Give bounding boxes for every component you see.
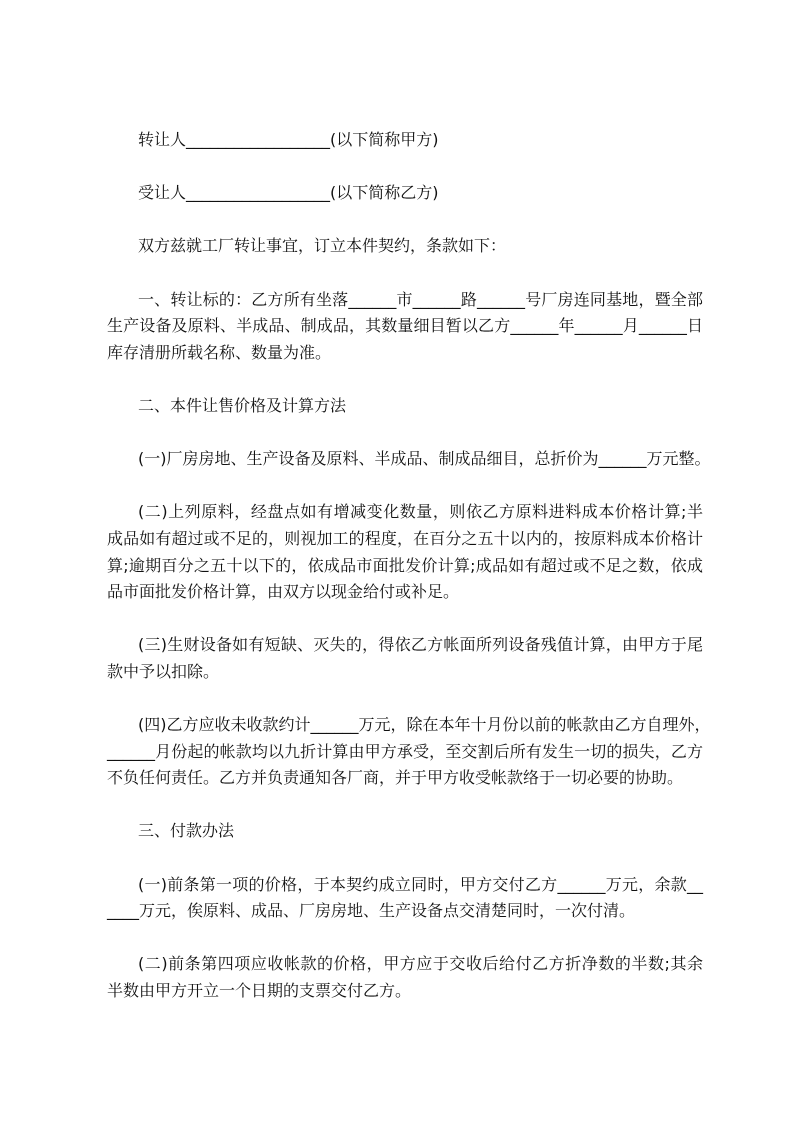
document-body bbox=[107, 127, 711, 1031]
clause-1-transfer-subject bbox=[107, 287, 703, 367]
text-line: ____万元，俟原料、成品、厂房房地、生产设备点交清楚同时，一次付清。 bbox=[107, 901, 636, 921]
text-line: (四)乙方应收未收款约计______万元，除在本年十月份以前的帐款由乙方自理外， bbox=[138, 715, 711, 735]
text-line: 生产设备及原料、半成品、制成品，其数量细目暂以乙方______年______月______日 bbox=[107, 316, 703, 336]
clause-2-item-1 bbox=[107, 446, 711, 473]
clause-3-item-1 bbox=[107, 872, 703, 925]
text-line: 款中予以扣除。 bbox=[107, 661, 220, 681]
text-line: 不负任何责任。乙方并负责通知各厂商，并于甲方收受帐款络于一切必要的协助。 bbox=[107, 768, 684, 788]
text-line: 成品如有超过或不足的，则视加工的程度，在百分之五十以内的，按原料成本价格计 bbox=[107, 528, 703, 548]
transferee-line bbox=[107, 180, 703, 207]
clause-2-item-3 bbox=[107, 632, 703, 685]
text-line: 半数由甲方开立一个日期的支票交付乙方。 bbox=[107, 981, 412, 1000]
text-line: (三)生财设备如有短缺、灭失的，得依乙方帐面所列设备残值计算，由甲方于尾 bbox=[138, 635, 703, 655]
text-line: (一)厂房房地、生产设备及原料、半成品、制成品细目，总折价为______万元整。 bbox=[138, 449, 711, 469]
transferor-line bbox=[107, 127, 703, 154]
clause-3-item-2 bbox=[107, 951, 703, 1004]
text-line: 受让人__________________(以下简称乙方) bbox=[138, 183, 439, 203]
preamble bbox=[107, 233, 703, 260]
text-line: 品市面批发价格计算，由双方以现金给付或补足。 bbox=[107, 582, 460, 602]
text-line: (一)前条第一项的价格，于本契约成立同时，甲方交付乙方______万元，余款__ bbox=[138, 874, 703, 894]
text-line: (二)前条第四项应收帐款的价格，甲方应于交收后给付乙方折净数的半数;其余 bbox=[138, 954, 703, 974]
clause-2-heading bbox=[107, 393, 703, 420]
text-line: 库存清册所载名称、数量为准。 bbox=[107, 342, 332, 362]
text-line: 转让人__________________(以下简称甲方) bbox=[138, 130, 439, 149]
clause-2-item-4 bbox=[107, 712, 711, 792]
clause-3-heading bbox=[107, 818, 703, 845]
clause-2-item-2 bbox=[107, 499, 703, 605]
text-line: 二、本件让售价格及计算方法 bbox=[138, 395, 347, 415]
text-line: ______月份起的帐款均以九折计算由甲方承受，至交割后所有发生一切的损失，乙方 bbox=[107, 741, 703, 761]
text-line: 算;逾期百分之五十以下的，依成品市面批发价计算;成品如有超过或不足之数，依成 bbox=[107, 555, 703, 575]
text-line: 三、付款办法 bbox=[138, 821, 235, 841]
text-line: (二)上列原料，经盘点如有增减变化数量，则依乙方原料进料成本价格计算;半 bbox=[138, 502, 703, 522]
text-line: 双方兹就工厂转让事宜，订立本件契约，条款如下： bbox=[138, 236, 507, 256]
text-line: 一、转让标的：乙方所有坐落______市______路______号厂房连同基地，暨全部 bbox=[138, 289, 703, 309]
